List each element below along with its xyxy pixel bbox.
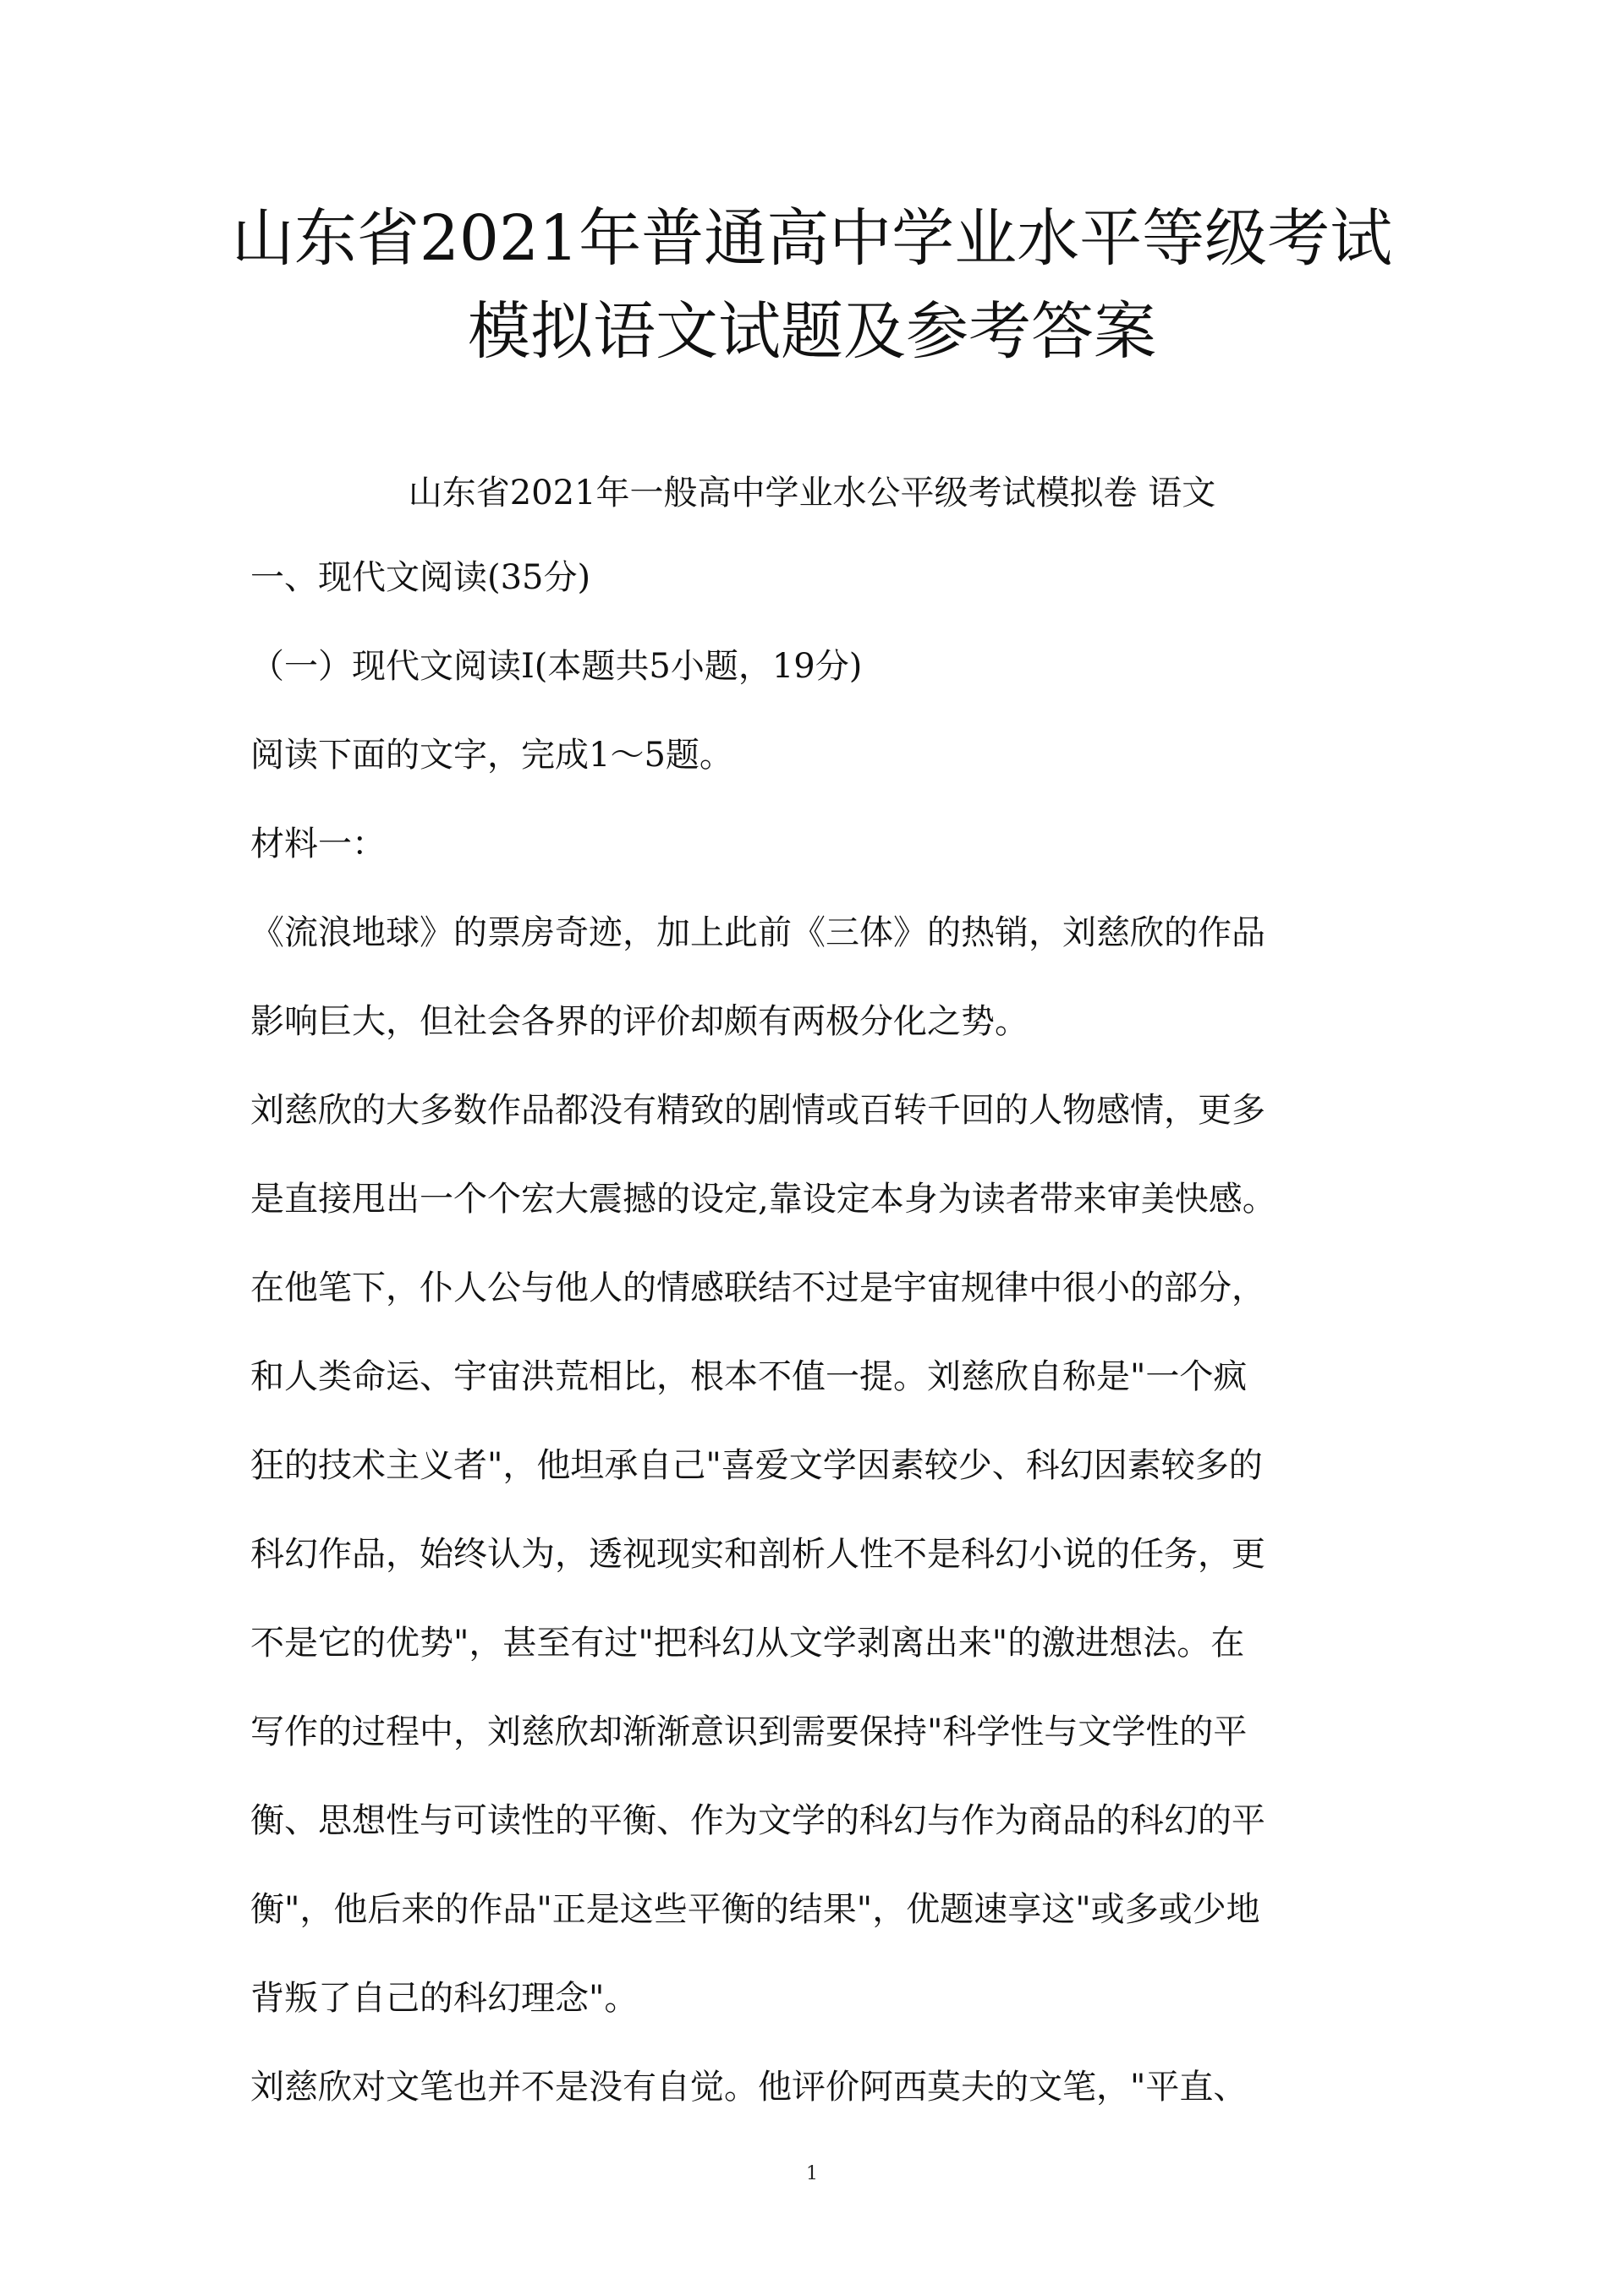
body-line: 影响巨大，但社会各界的评价却颇有两极分化之势。 (250, 1002, 1029, 1041)
body-line: 《流浪地球》的票房奇迹，加上此前《三体》的热销，刘慈欣的作品 (250, 913, 1265, 952)
exam-subtitle: 山东省2021年一般高中学业水公平级考试模拟卷 语文 (408, 474, 1216, 512)
body-line: 背叛了自己的科幻理念"。 (250, 1979, 639, 2018)
body-line: 衡、思想性与可读性的平衡、作为文学的科幻与作为商品的科幻的平 (250, 1801, 1265, 1840)
document-title-line-1: 山东省2021年普通高中学业水平等级考试 (231, 202, 1393, 275)
section-heading: 一、现代文阅读(35分) (250, 558, 591, 597)
document-title-line-2: 模拟语文试题及参考答案 (468, 295, 1156, 368)
body-line: 是直接甩出一个个宏大震撼的设定,靠设定本身为读者带来审美快感。 (250, 1180, 1276, 1219)
body-line: 科幻作品，始终认为，透视现实和剖析人性不是科幻小说的任务，更 (250, 1535, 1265, 1574)
body-line: 在他笔下，仆人公与他人的情感联结不过是宇宙规律中很小的部分， (250, 1269, 1265, 1307)
body-line: 不是它的优势"，甚至有过"把科幻从文学剥离出来"的激进想法。在 (250, 1624, 1245, 1663)
body-line: 写作的过程中，刘慈欣却渐渐意识到需要保持"科学性与文学性的平 (250, 1712, 1248, 1751)
body-line: 刘慈欣的大多数作品都没有精致的剧情或百转千回的人物感情，更多 (250, 1091, 1265, 1130)
body-line: 和人类命运、宇宙洪荒相比，根本不值一提。刘慈欣自称是"一个疯 (250, 1357, 1248, 1396)
material-label: 材料一： (250, 825, 386, 863)
page-number: 1 (806, 2163, 818, 2184)
reading-instruction: 阅读下面的文字，完成1～5题。 (250, 736, 733, 775)
subsection-heading: （一）现代文阅读Ⅰ(本题共5小题，19分) (250, 647, 863, 686)
body-line: 刘慈欣对文笔也并不是没有自觉。他评价阿西莫夫的文笔，"平直、 (250, 2068, 1248, 2107)
body-line: 衡"，他后来的作品"正是这些平衡的结果"，优题速享这"或多或少地 (250, 1890, 1260, 1929)
body-line: 狂的技术主义者"，他坦承自己"喜爱文学因素较少、科幻因素较多的 (250, 1446, 1263, 1485)
